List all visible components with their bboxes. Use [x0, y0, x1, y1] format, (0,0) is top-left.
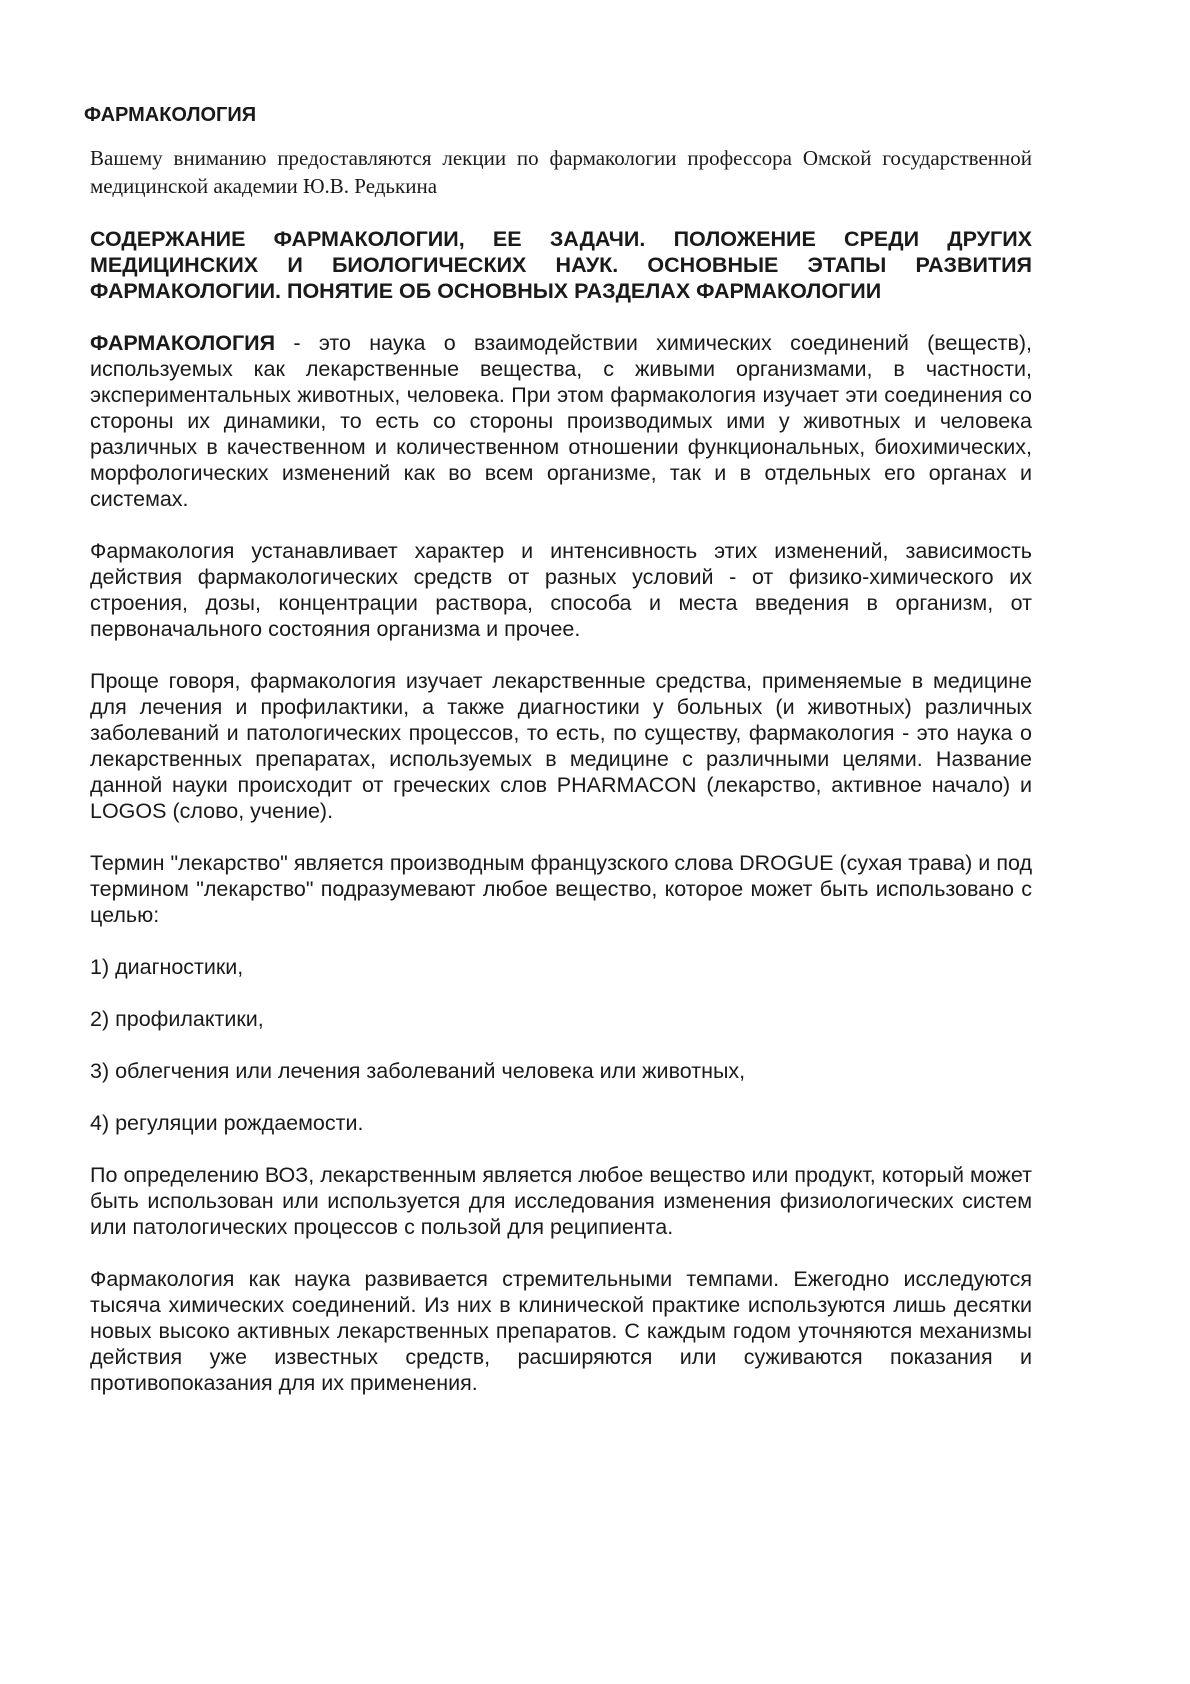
list-item: 1) диагностики, — [90, 955, 244, 979]
definition-paragraph — [84, 330, 1032, 512]
list-item: 3) облегчения или лечения заболеваний человека или животных, — [90, 1059, 746, 1083]
definition-term: ФАРМАКОЛОГИЯ — [90, 331, 276, 355]
paragraph-3: Проще говоря, фармакология изучает лекарственные средства, применяемые в медицине для лечения и профилактики, а также диагностики у больных (и животных) различных заболеваний и патологических процессов, то есть, по существу, фармакология - это наука о лекарственных препаратах, используемых в медицине с различными целями. Название данной науки происходит от греческих слов PHARMACON (лекарство, активное начало) и LOGOS (слово, учение). — [90, 669, 1032, 823]
paragraph-2: Фармакология устанавливает характер и интенсивность этих изменений, зависимость действия фармакологических средств от разных условий - от физико-химического их строения, дозы, концентрации раствора, способа и места введения в организм, от первоначального состояния организма и прочее. — [90, 539, 1032, 641]
list-item: 2) профилактики, — [90, 1007, 264, 1031]
intro-paragraph: Вашему вниманию предоставляются лекции по фармакологии профессора Омской государственной медицинской академии Ю.В. Редькина — [90, 146, 1032, 198]
list-item: 4) регуляции рождаемости. — [90, 1111, 364, 1135]
section-heading: СОДЕРЖАНИЕ ФАРМАКОЛОГИИ, ЕЕ ЗАДАЧИ. ПОЛОЖЕНИЕ СРЕДИ ДРУГИХ МЕДИЦИНСКИХ И БИОЛОГИЧЕСКИХ НАУК. ОСНОВНЫЕ ЭТАПЫ РАЗВИТИЯ ФАРМАКОЛОГИИ. ПОНЯТИЕ ОБ ОСНОВНЫХ РАЗДЕЛАХ ФАРМАКОЛОГИИ — [90, 227, 1032, 303]
document-page — [84, 100, 1032, 1422]
document-title: ФАРМАКОЛОГИЯ — [84, 104, 257, 126]
paragraph-5: По определению ВОЗ, лекарственным является любое вещество или продукт, который может быть использован или используется для исследования изменения физиологических систем или патологических процессов с пользой для реципиента. — [90, 1163, 1032, 1239]
paragraph-6: Фармакология как наука развивается стремительными темпами. Ежегодно исследуются тысяча химических соединений. Из них в клинической практике используются лишь десятки новых высоко активных лекарственных препаратов. С каждым годом уточняются механизмы действия уже известных средств, расширяются или суживаются показания и противопоказания для их применения. — [90, 1267, 1032, 1395]
paragraph-4: Термин "лекарство" является производным французского слова DROGUE (сухая трава) и под термином "лекарство" подразумевают любое вещество, которое может быть использовано с целью: — [90, 851, 1032, 927]
definition-text: - это наука о взаимодействии химических соединений (веществ), используемых как лекарственные вещества, с живыми организмами, в частности, экспериментальных животных, человека. При этом фармакология изучает эти соединения со стороны их динамики, то есть со стороны производимых ими у животных и человека различных в качественном и количественном отношении функциональных, биохимических, морфологических изменений как во всем организме, так и в отдельных его органах и системах. — [90, 331, 1032, 511]
